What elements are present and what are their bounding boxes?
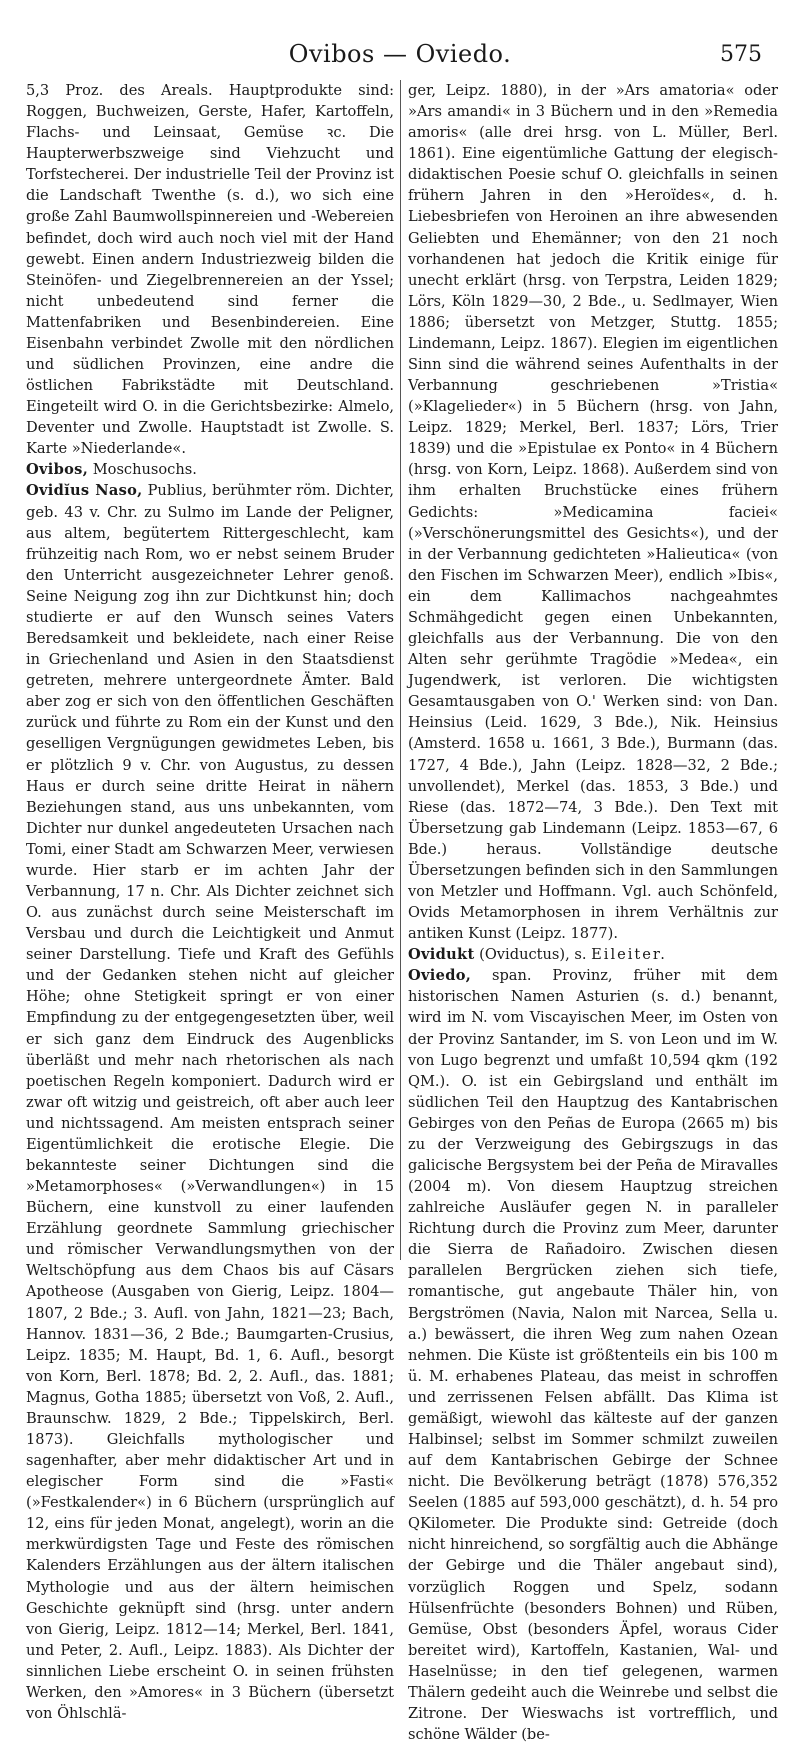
entry-ovidius — [26, 480, 394, 1724]
page-header — [0, 40, 800, 70]
entry-ovibos — [26, 459, 394, 480]
entry-text: Publius, berühmter röm. Dichter, geb. 43 v. Chr. zu Sulmo im Lande der Peligner, aus altem, begütertem Rittergeschlecht, kam frühzeitig nach Rom, wo er nebst seinem Bruder den Unterricht ausgezeichneter Lehrer genoß. Seine Neigung zog ihn zur Dichtkunst hin; doch studierte er auf den Wunsch seines Vaters Beredsamkeit und bekleidete, nach einer Reise in Griechenland und Asien in den Staatsdienst getreten, mehrere untergeordnete Ämter. Bald aber zog er sich von den öffentlichen Geschäften zurück und führte zu Rom ein der Kunst und den geselligen Vergnügungen gewidmetes Leben, bis er plötzlich 9 v. Chr. von Augustus, zu dessen Haus er durch seine dritte Heirat in nähern Beziehungen stand, aus uns unbekannten, vom Dichter nur dunkel angedeuteten Ursachen nach Tomi, einer Stadt am Schwarzen Meer, verwiesen wurde. Hier starb er im achten Jahr der Verbannung, 17 n. Chr. Als Dichter zeichnet sich O. aus zunächst durch seine Meisterschaft im Versbau und durch die Leichtigkeit und Anmut seiner Darstellung. Tiefe und Kraft des Gefühls und der Gedanken stehen nicht auf gleicher Höhe; ohne Stetigkeit springt er von einer Empfindung zu der entgegengesetzten über, weil er sich ganz dem Eindruck des Augenblicks überläßt und mehr nach rhetorischen als nach poetischen Regeln komponiert. Dadurch wird er zwar oft witzig und geistreich, oft aber auch leer und nichtssagend. Am meisten entsprach seiner Eigentümlichkeit die erotische Elegie. Die bekannteste seiner Dichtungen sind die »Metamorphoses« (»Verwandlungen«) in 15 Büchern, eine kunstvoll zu einer laufenden Erzählung geordnete Sammlung griechischer und römischer Verwandlungsmythen von der Weltschöpfung aus dem Chaos bis auf Cäsars Apotheose (Ausgaben von Gierig, Leipz. 1804—1807, 2 Bde.; 3. Aufl. von Jahn, 1821—23; Bach, Hannov. 1831—36, 2 Bde.; Baumgarten-Crusius, Leipz. 1835; M. Haupt, Bd. 1, 6. Aufl., besorgt von Korn, Berl. 1878; Bd. 2, 2. Aufl., das. 1881; Magnus, Gotha 1885; übersetzt von Voß, 2. Aufl., Braunschw. 1829, 2 Bde.; Tippelskirch, Berl. 1873). Gleichfalls mythologischer und sagenhafter, aber mehr didaktischer Art und in elegischer Form sind die »Fasti« (»Festkalender«) in 6 Büchern (ursprünglich auf 12, eins für jeden Monat, angelegt), worin an die merkwürdigsten Tage und Feste des römischen Kalenders Erzählungen aus der ältern italischen Mythologie und aus der ältern heimischen Geschichte geknüpft sind (hrsg. unter andern von Gierig, Leipz. 1812—14; Merkel, Berl. 1841, und Peter, 2. Aufl., Leipz. 1883). Als Dichter der sinnlichen Liebe erscheint O. in seinen frühsten Werken, den »Amores« in 3 Büchern (übersetzt von Öhlschlä- — [26, 482, 394, 1723]
entry-text: (Oviductus), s. — [474, 946, 592, 964]
right-column — [408, 80, 778, 1744]
cross-reference: Eileiter. — [591, 946, 667, 964]
entry-ovidukt — [408, 944, 778, 965]
continuation-paragraph: ger, Leipz. 1880), in der »Ars amatoria« oder »Ars amandi« in 3 Büchern und in den »Remedia amoris« (alle drei hrsg. von L. Müller, Berl. 1861). Eine eigentümliche Gattung der elegisch-didaktischen Poesie schuf O. gleichfalls in seinen frühern Jahren in den »Heroïdes«, d. h. Liebesbriefen von Heroinen an ihre abwesenden Geliebten und Ehemänner; von den 21 noch vorhandenen hat jedoch die Kritik einige für unecht erklärt (hrsg. von Terpstra, Leiden 1829; Lörs, Köln 1829—30, 2 Bde., u. Sedlmayer, Wien 1886; übersetzt von Metzger, Stuttg. 1855; Lindemann, Leipz. 1867). Elegien im eigentlichen Sinn sind die während seines Aufenthalts in der Verbannung geschriebenen »Tristia« (»Klagelieder«) in 5 Büchern (hrsg. von Jahn, Leipz. 1829; Merkel, Berl. 1837; Lörs, Trier 1839) und die »Epistulae ex Ponto« in 4 Büchern (hrsg. von Korn, Leipz. 1868). Außerdem sind von ihm erhalten Bruchstücke eines frühern Gedichts: »Medicamina faciei« (»Verschönerungsmittel des Gesichts«), und der in der Verbannung gedichteten »Halieutica« (von den Fischen im Schwarzen Meer), endlich »Ibis«, ein dem Kallimachos nachgeahmtes Schmähgedicht gegen einen Unbekannten, gleichfalls aus der Verbannung. Die von den Alten sehr gerühmte Tragödie »Medea«, ein Jugendwerk, ist verloren. Die wichtigsten Gesamtausgaben von O.' Werken sind: von Dan. Heinsius (Leid. 1629, 3 Bde.), Nik. Heinsius (Amsterd. 1658 u. 1661, 3 Bde.), Burmann (das. 1727, 4 Bde.), Jahn (Leipz. 1828—32, 2 Bde.; unvollendet), Merkel (das. 1853, 3 Bde.) und Riese (das. 1872—74, 3 Bde.). Den Text mit Übersetzung gab Lindemann (Leipz. 1853—67, 6 Bde.) heraus. Vollständige deutsche Übersetzungen befinden sich in den Sammlungen von Metzler und Hoffmann. Vgl. auch Schönfeld, Ovids Metamorphosen in ihrem Verhältnis zur antiken Kunst (Leipz. 1877). — [408, 82, 778, 943]
page-number: 575 — [720, 42, 762, 67]
column-divider — [400, 80, 401, 1260]
headword: Ovidukt — [408, 946, 475, 964]
running-title: Ovibos — Oviedo. — [288, 40, 512, 68]
entry-text: Moschusochs. — [88, 461, 197, 479]
left-column — [26, 80, 394, 1723]
headword: Ovibos, — [26, 461, 89, 479]
entry-oviedo — [408, 965, 778, 1745]
continuation-paragraph: 5,3 Proz. des Areals. Hauptprodukte sind: Roggen, Buchweizen, Gerste, Hafer, Kartoffeln, Flachs- und Leinsaat, Gemüse ꝛc. Die Haupterwerbszweige sind Viehzucht und Torfstecherei. Der industrielle Teil der Provinz ist die Landschaft Twenthe (s. d.), wo sich eine große Zahl Baumwollspinnereien und -Webereien befindet, doch wird auch noch viel mit der Hand gewebt. Einen andern Industriezweig bilden die Steinöfen- und Ziegelbrennereien an der Yssel; nicht unbedeutend sind ferner die Mattenfabriken und Besenbindereien. Eine Eisenbahn verbindet Zwolle mit den nördlichen und südlichen Provinzen, eine andre die östlichen Fabrikstädte mit Deutschland. Eingeteilt wird O. in die Gerichtsbezirke: Almelo, Deventer und Zwolle. Hauptstadt ist Zwolle. S. Karte »Niederlande«. — [26, 82, 394, 458]
entry-text: span. Provinz, früher mit dem historischen Namen Asturien (s. d.) benannt, wird im N. vom Viscayischen Meer, im Osten von der Provinz Santander, im S. von Leon und im W. von Lugo begrenzt und umfaßt 10,594 qkm (192 QM.). O. ist ein Gebirgsland und enthält im südlichen Teil den Hauptzug des Kantabrischen Gebirges von den Peñas de Europa (2665 m) bis zu der Verzweigung des Gebirgszugs in das galicische Bergsystem bei der Peña de Miravalles (2004 m). Von diesem Hauptzug streichen zahlreiche Ausläufer gegen N. in paralleler Richtung durch die Provinz zum Meer, darunter die Sierra de Rañadoiro. Zwischen diesen parallelen Bergrücken ziehen sich tiefe, romantische, gut angebaute Thäler hin, von Bergströmen (Navia, Nalon mit Narcea, Sella u. a.) bewässert, die ihren Weg zum nahen Ozean nehmen. Die Küste ist größtenteils ein bis 100 m ü. M. erhabenes Plateau, das meist in schroffen und zerrissenen Felsen abfällt. Das Klima ist gemäßigt, wiewohl das kälteste auf der ganzen Halbinsel; selbst im Sommer schmilzt zuweilen auf dem Kantabrischen Gebirge der Schnee nicht. Die Bevölkerung beträgt (1878) 576,352 Seelen (1885 auf 593,000 geschätzt), d. h. 54 pro QKilometer. Die Produkte sind: Getreide (doch nicht hinreichend, so sorgfältig auch die Abhänge der Gebirge und die Thäler angebaut sind), vorzüglich Roggen und Spelz, sodann Hülsenfrüchte (besonders Bohnen) und Rüben, Gemüse, Obst (besonders Äpfel, woraus Cider bereitet wird), Kartoffeln, Kastanien, Wal- und Haselnüsse; in den tief gelegenen, warmen Thälern gedeiht auch die Weinrebe und selbst die Zitrone. Der Wieswachs ist vortrefflich, und schöne Wälder (be- — [408, 967, 778, 1744]
headword: Ovidĭus Naso, — [26, 482, 143, 500]
headword: Oviedo, — [408, 967, 472, 985]
